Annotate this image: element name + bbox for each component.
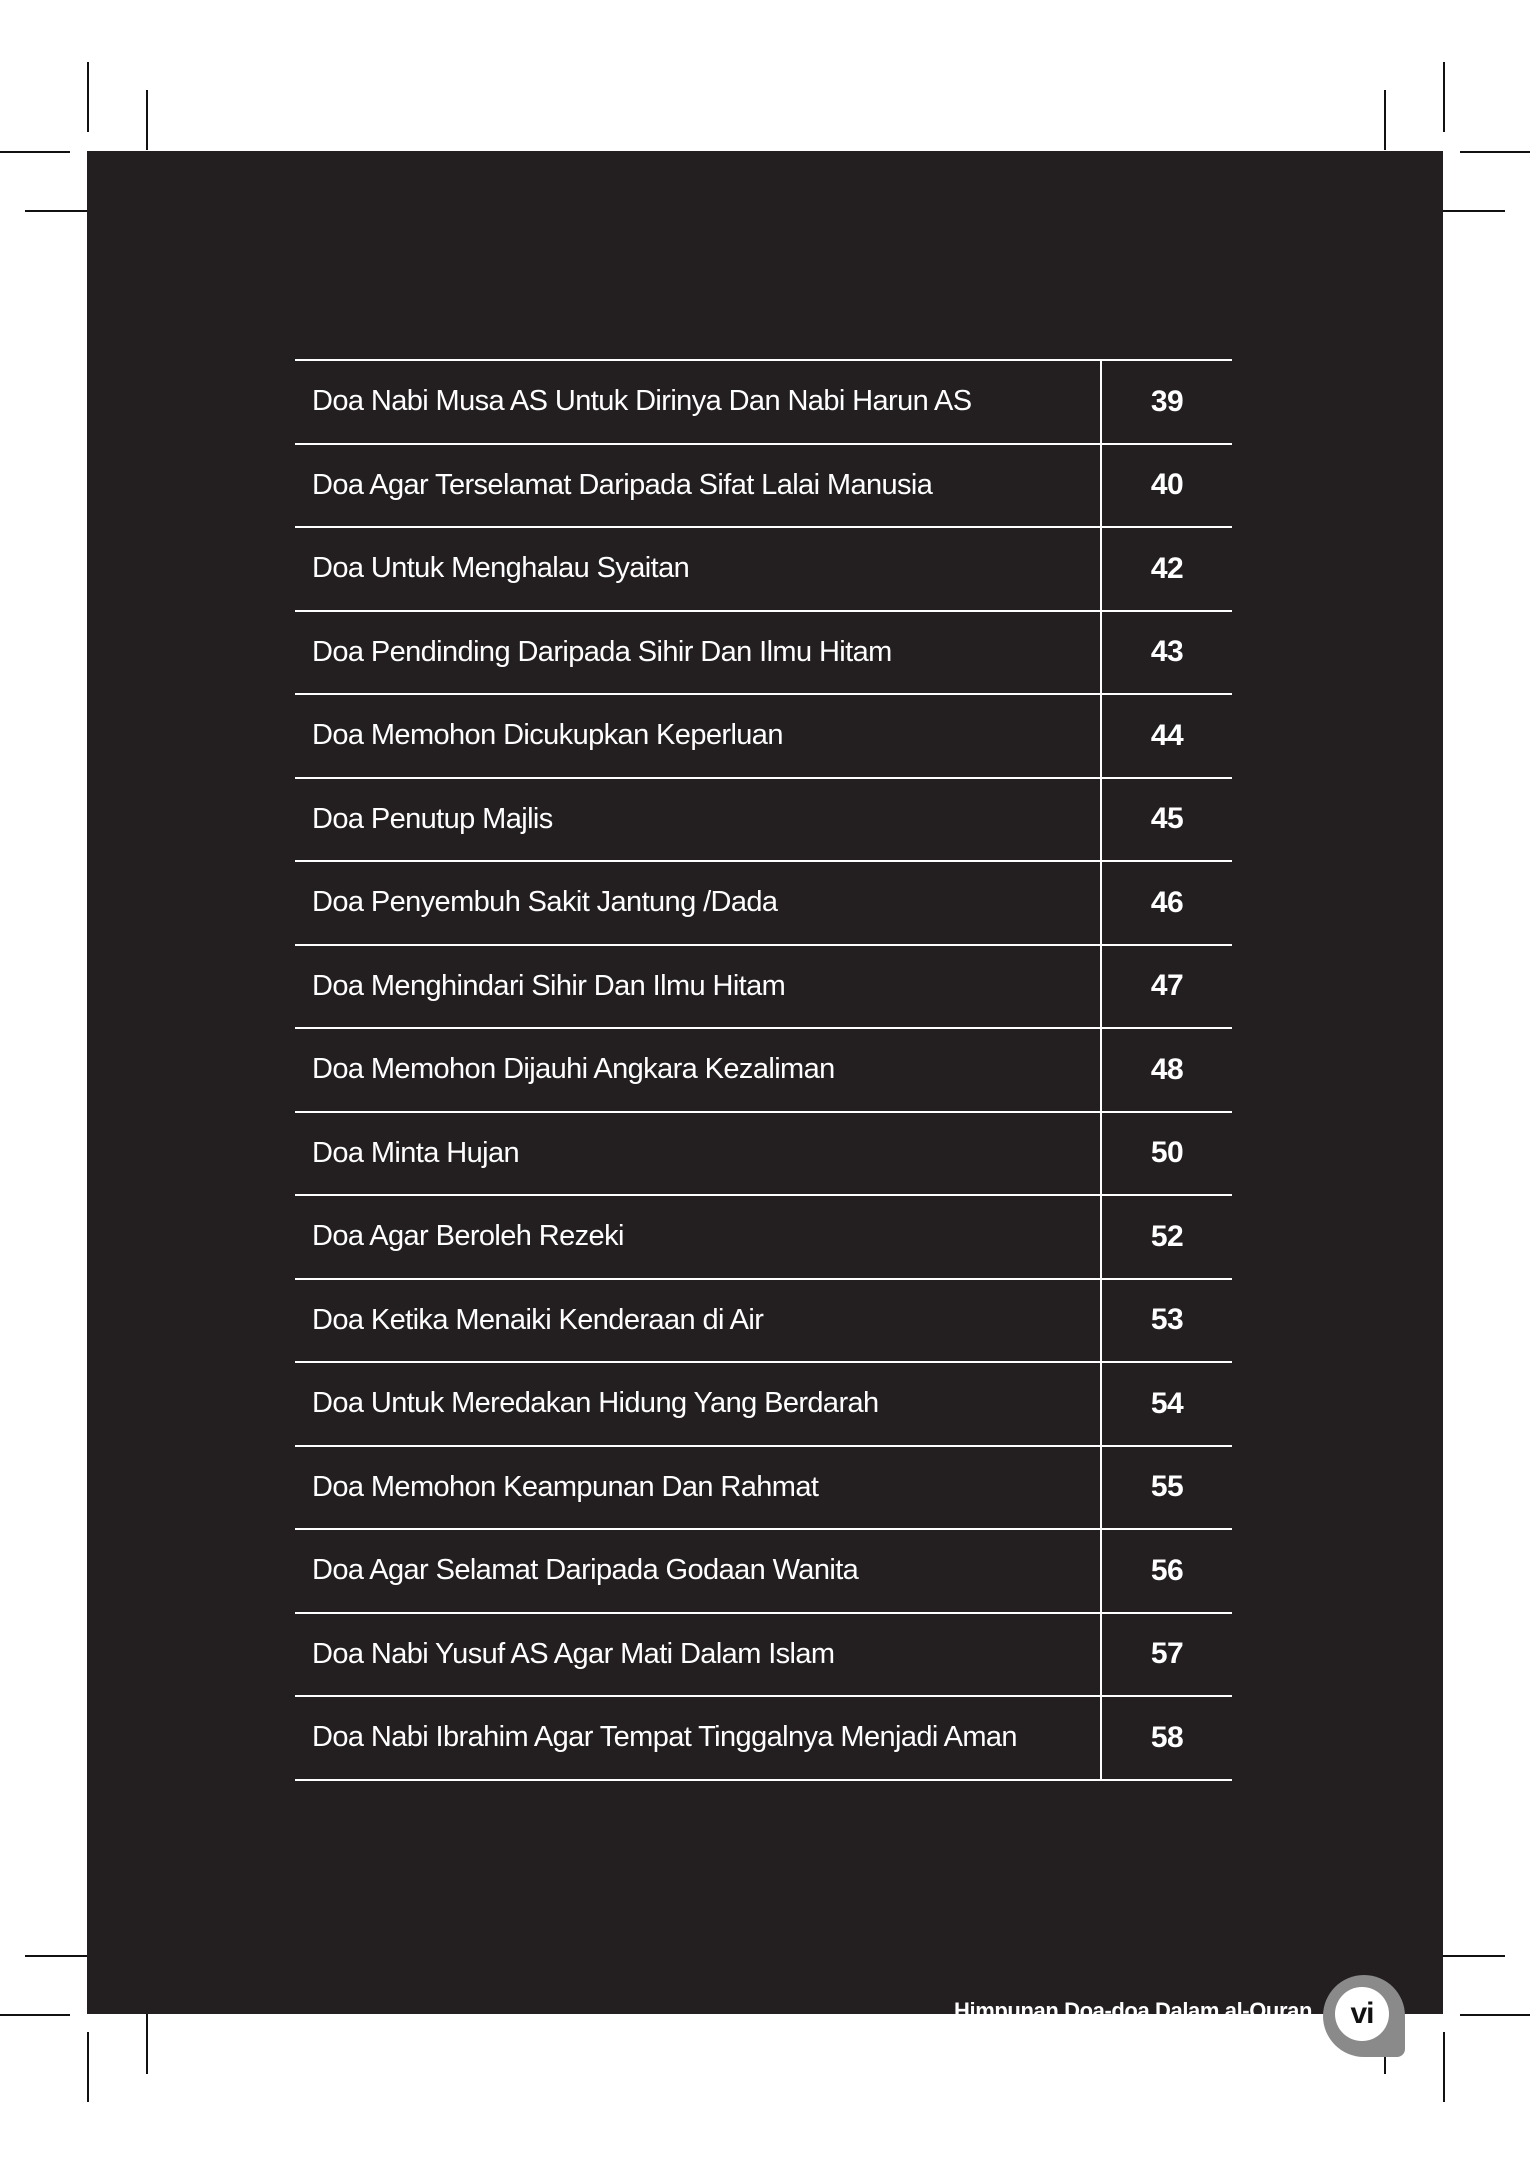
toc-row [295,361,1232,445]
toc-row [295,445,1232,529]
toc-entry-title: Doa Memohon Dicukupkan Keperluan [295,695,1102,777]
toc-entry-title: Doa Nabi Yusuf AS Agar Mati Dalam Islam [295,1614,1102,1696]
crop-mark [1443,210,1505,212]
toc-entry-page: 42 [1150,551,1184,585]
toc-entry-page: 45 [1150,802,1184,836]
crop-mark [25,1955,87,1957]
toc-entry-title: Doa Minta Hujan [295,1113,1102,1195]
toc-entry-title: Doa Nabi Ibrahim Agar Tempat Tinggalnya Menjadi Aman [295,1697,1102,1779]
toc-entry-title: Doa Agar Beroleh Rezeki [295,1196,1102,1278]
toc-entry-page: 47 [1150,969,1184,1003]
toc-entry-title: Doa Penutup Majlis [295,779,1102,861]
page-number: vi [1335,1987,1389,2041]
toc-entry-page: 55 [1150,1470,1184,1504]
table-of-contents [295,359,1232,1781]
toc-row [295,695,1232,779]
toc-entry-title: Doa Untuk Meredakan Hidung Yang Berdarah [295,1363,1102,1445]
crop-mark [87,2032,89,2102]
toc-entry-page: 58 [1150,1720,1184,1754]
toc-entry-title: Doa Ketika Menaiki Kenderaan di Air [295,1280,1102,1362]
crop-mark [1384,90,1386,150]
toc-entry-page: 56 [1150,1553,1184,1587]
crop-mark [146,2014,148,2074]
toc-entry-page: 52 [1150,1219,1184,1253]
book-title: Himpunan Doa-doa Dalam al-Quran [954,1998,1312,2023]
toc-entry-page: 53 [1150,1303,1184,1337]
toc-entry-page: 39 [1150,384,1184,418]
toc-entry-page: 54 [1150,1386,1184,1420]
toc-entry-title: Doa Untuk Menghalau Syaitan [295,528,1102,610]
toc-row [295,862,1232,946]
crop-mark [1460,2014,1530,2016]
crop-mark [1460,151,1530,153]
toc-entry-page: 48 [1150,1052,1184,1086]
toc-entry-title: Doa Memohon Keampunan Dan Rahmat [295,1447,1102,1529]
crop-mark [1443,62,1445,132]
crop-mark [146,90,148,150]
toc-entry-title: Doa Memohon Dijauhi Angkara Kezaliman [295,1029,1102,1111]
toc-entry-page: 57 [1150,1637,1184,1671]
toc-row [295,1113,1232,1197]
crop-mark [87,62,89,132]
crop-mark [1443,1955,1505,1957]
toc-entry-title: Doa Agar Selamat Daripada Godaan Wanita [295,1530,1102,1612]
crop-mark [0,151,70,153]
toc-row [295,779,1232,863]
toc-entry-page: 43 [1150,635,1184,669]
toc-row [295,612,1232,696]
toc-entry-title: Doa Menghindari Sihir Dan Ilmu Hitam [295,946,1102,1028]
toc-entry-page: 46 [1150,885,1184,919]
toc-row [295,946,1232,1030]
toc-entry-title: Doa Agar Terselamat Daripada Sifat Lalai Manusia [295,445,1102,527]
toc-entry-title: Doa Pendinding Daripada Sihir Dan Ilmu Hitam [295,612,1102,694]
toc-row [295,1280,1232,1364]
toc-row [295,1697,1232,1781]
toc-row [295,1530,1232,1614]
crop-mark [0,2014,70,2016]
crop-mark [1443,2032,1445,2102]
toc-row [295,1447,1232,1531]
crop-mark [25,210,87,212]
page-panel [87,151,1443,2030]
toc-entry-title: Doa Penyembuh Sakit Jantung /Dada [295,862,1102,944]
toc-entry-title: Doa Nabi Musa AS Untuk Dirinya Dan Nabi Harun AS [295,361,1102,443]
toc-row [295,1196,1232,1280]
page-number-badge [1323,1975,1405,2057]
toc-entry-page: 50 [1150,1136,1184,1170]
toc-entry-page: 40 [1150,468,1184,502]
toc-entry-page: 44 [1150,718,1184,752]
toc-row [295,1363,1232,1447]
toc-row [295,1614,1232,1698]
toc-row [295,528,1232,612]
toc-row [295,1029,1232,1113]
